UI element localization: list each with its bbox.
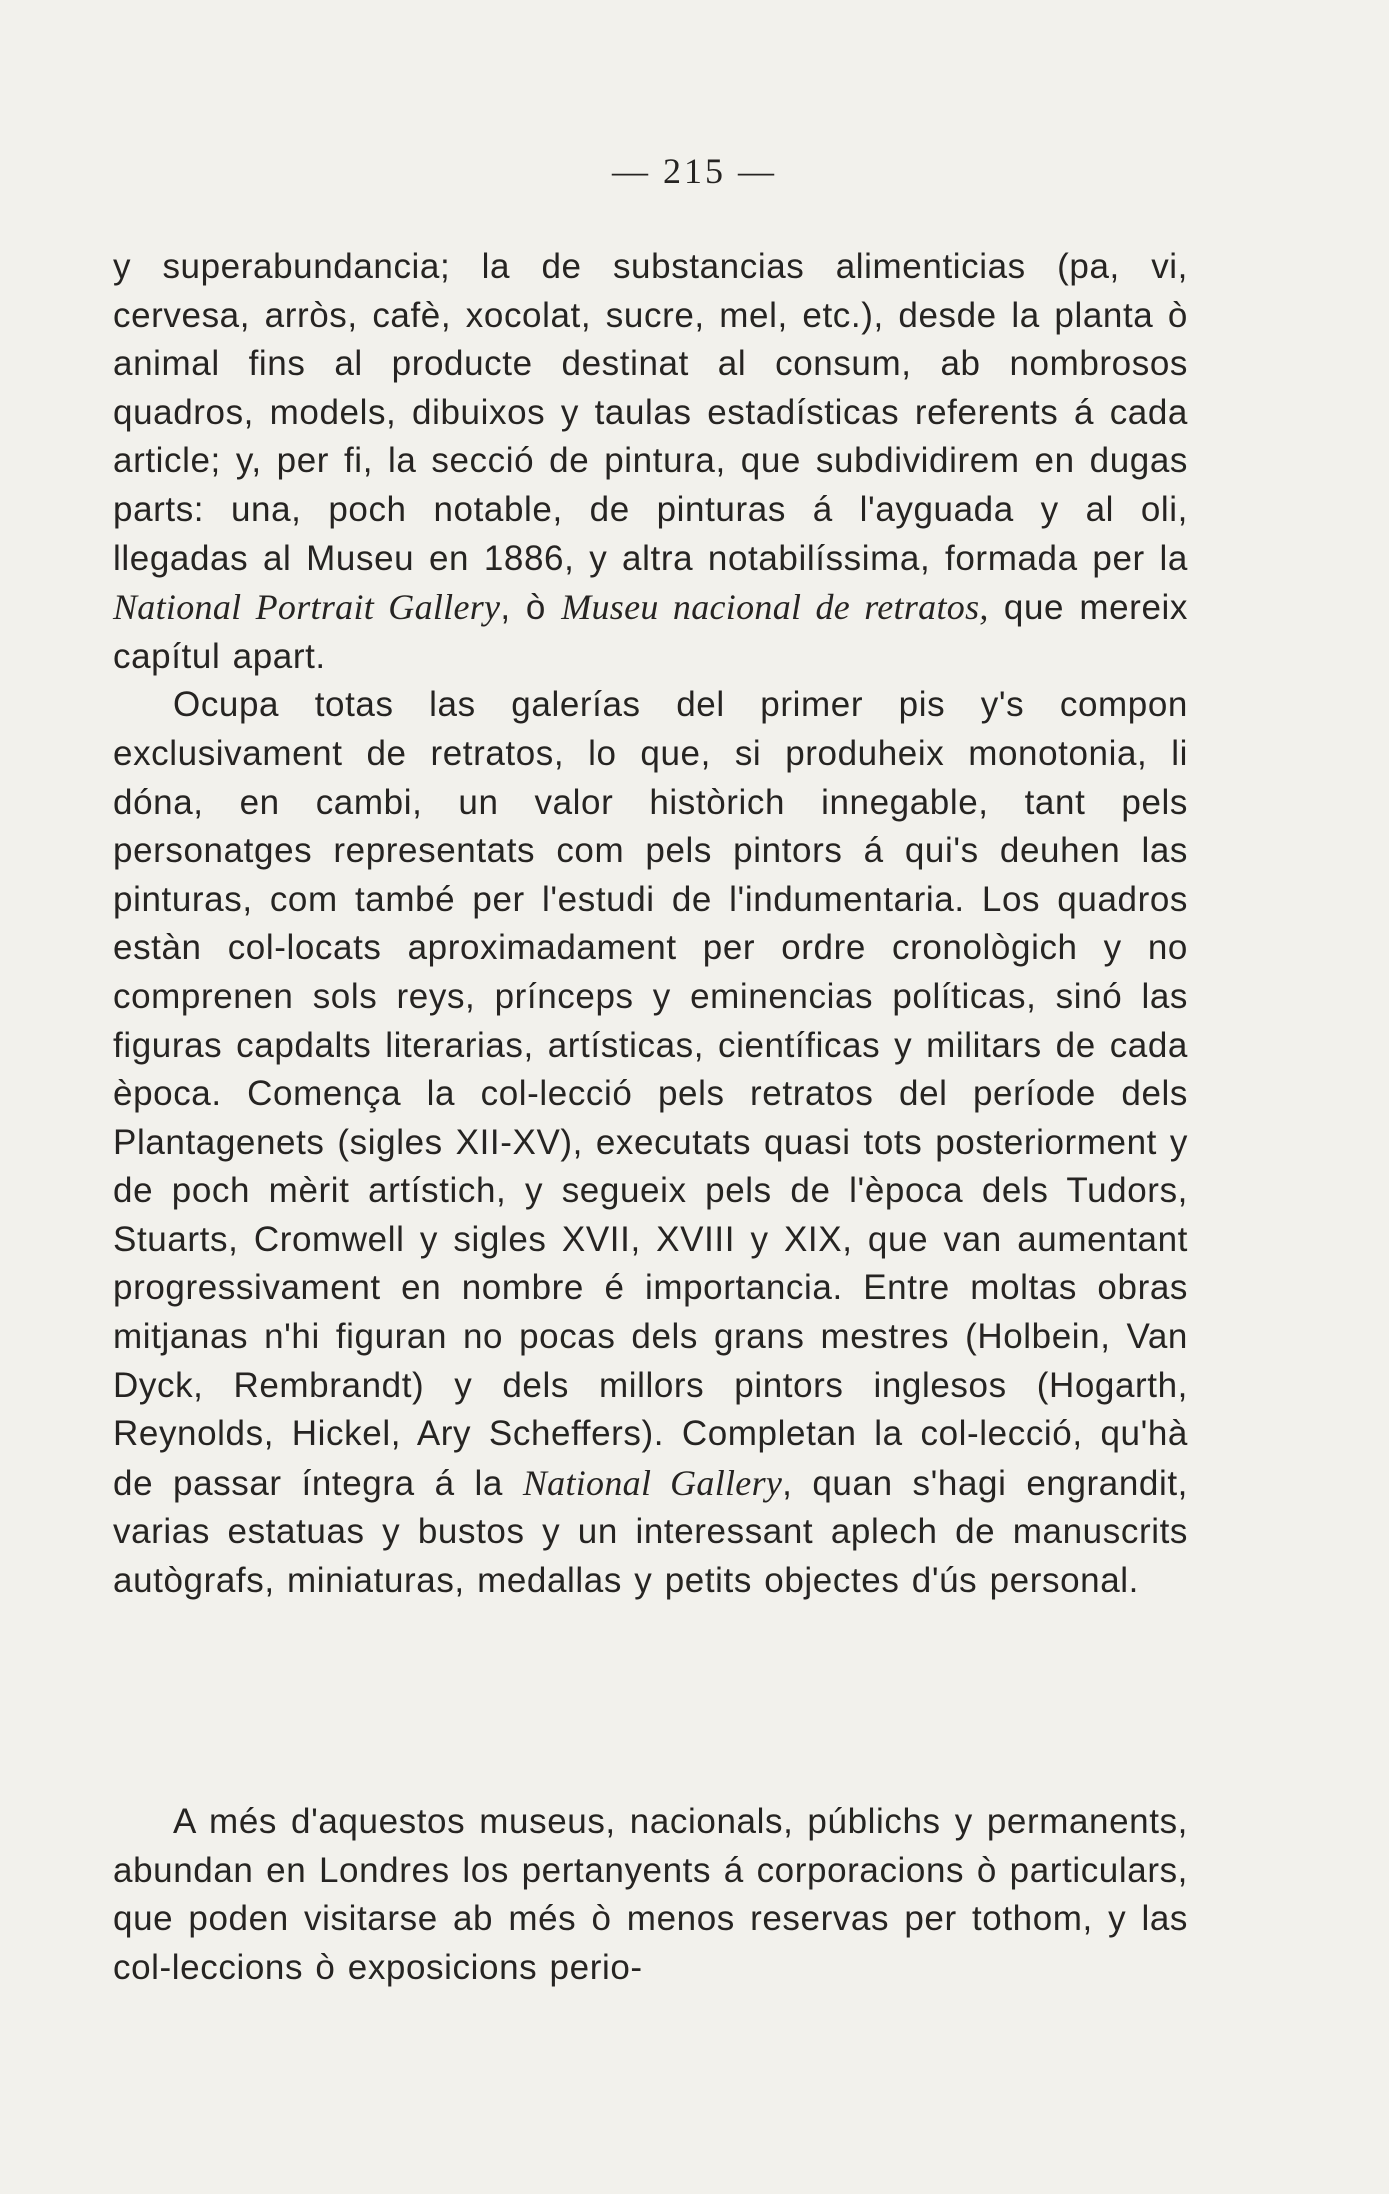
text-block-main (113, 243, 1188, 1606)
italic-title-national-gallery: National Gallery (522, 1462, 783, 1503)
italic-title-museu-nacional: Museu nacional de retratos, (561, 587, 989, 628)
italic-title-national-portrait-gallery: National Portrait Gallery (113, 587, 501, 628)
text-run: que mereix capítul apart. (113, 588, 1188, 676)
page-number: — 215 — (612, 151, 777, 191)
text-run: A més d'aquestos museus, nacionals, públichs y permanents, abundan en Londres los pertanyents á corporacions ò particulars, que poden visitarse ab més ò menos reservas per tothom, y las col-leccions ò exposicions perio- (113, 1802, 1188, 1987)
paragraph (113, 681, 1188, 1605)
paragraph (113, 243, 1188, 681)
text-run: y superabundancia; la de substancias alimenticias (pa, vi, cervesa, arròs, cafè, xocolat, sucre, mel, etc.), desde la planta ò animal fins al producte destinat al consum, ab nombrosos quadros, models, dibuixos y taulas estadísticas referents á cada article; y, per fi, la secció de pintura, que subdividirem en dugas parts: una, poch notable, de pinturas á l'ayguada y al oli, llegadas al Museu en 1886, y altra notabilíssima, formada per la (113, 247, 1188, 578)
text-block-final (113, 1798, 1188, 1992)
text-run: , quan s'hagi engrandit, varias estatuas y bustos y un interessant aplech de manuscrits autògrafs, miniaturas, medallas y petits objectes d'ús personal. (113, 1463, 1189, 1601)
paragraph (113, 1798, 1188, 1992)
text-run: , ò (500, 588, 562, 628)
text-run: Ocupa totas las galerías del primer pis y's compon exclusivament de retratos, lo que, si produheix monotonia, li dóna, en cambi, un valor històrich innegable, tant pels personatges representats com pels pintors á qui's deuhen las pinturas, com també per l'estudi de l'indumentaria. Los quadros estàn col-locats aproximadament per ordre cronològich y no comprenen sols reys, prínceps y eminencias políticas, sinó las figuras capdalts literarias, artísticas, científicas y militars de cada època. Comença la col-lecció pels retratos del període dels Plantagenets (sigles XII-XV), executats quasi tots posteriorment y de poch mèrit artístich, y segueix pels de l'època dels Tudors, Stuarts, Cromwell y sigles XVII, XVIII y XIX, que van aumentant progressivament en nombre é importancia. Entre moltas obras mitjanas n'hi figuran no pocas dels grans mestres (Holbein, Van Dyck, Rembrandt) y dels millors pintors inglesos (Hogarth, Reynolds, Hickel, Ary Scheffers). Completan la col-lecció, qu'hà de passar íntegra á la (113, 685, 1188, 1503)
